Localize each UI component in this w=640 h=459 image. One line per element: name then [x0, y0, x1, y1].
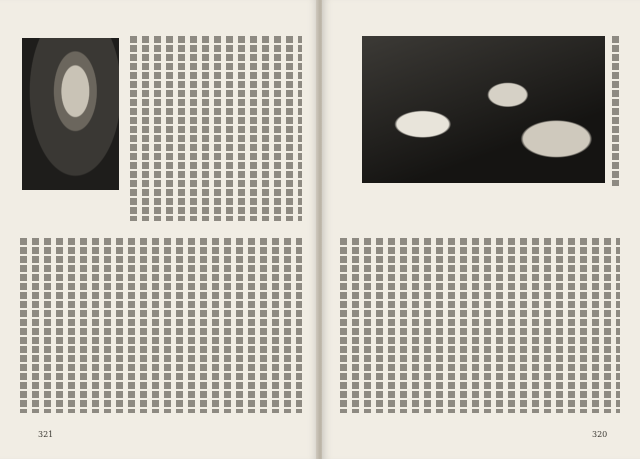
ceremony-photo: [362, 36, 605, 183]
right-page-number: 320: [592, 430, 608, 439]
left-page-text-upper: [130, 36, 302, 221]
right-page-text-side: [612, 36, 622, 186]
left-page: [0, 0, 318, 459]
right-page-text-lower: [340, 238, 620, 413]
left-page-number-value: 321: [38, 430, 54, 439]
left-page-number: [38, 430, 53, 439]
left-page-text-lower: [20, 238, 302, 413]
portrait-photo: [22, 38, 119, 190]
